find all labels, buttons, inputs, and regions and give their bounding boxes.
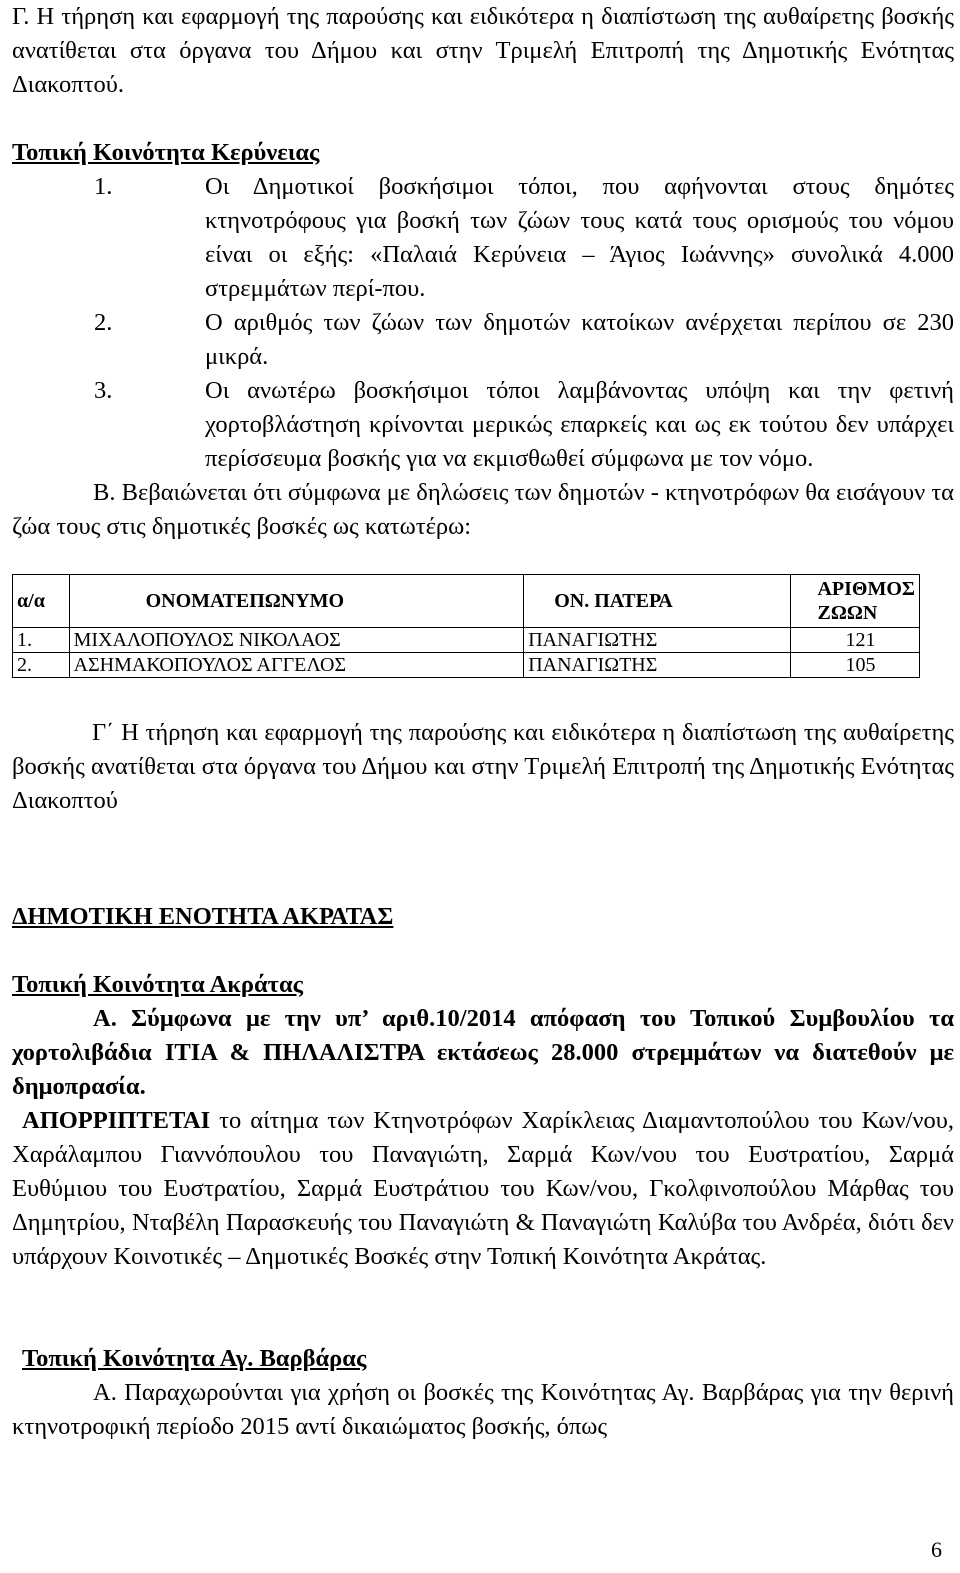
cell-aa: 1. <box>13 628 70 653</box>
kerynia-item-2 <box>94 306 954 374</box>
item-text: Οι ανωτέρω βοσκήσιμοι τόποι λαμβάνοντας υπόψη και την φετινή χορτοβλάστηση κρίνονται μερικώς επαρκείς και ως εκ τούτου δεν υπάρχει περίσσευμα βοσκής για να εκμισθωθεί σύμφωνα με τον νόμο. <box>205 377 954 472</box>
cell-name: ΑΣΗΜΑΚΟΠΟΥΛΟΣ ΑΓΓΕΛΟΣ <box>69 653 524 678</box>
table-row <box>13 628 920 653</box>
paragraph-b: Β. Βεβαιώνεται ότι σύμφωνα με δηλώσεις των δημοτών - κτηνοτρόφων θα εισάγουν τα ζώα τους στις δημοτικές βοσκές ως κατωτέρω: <box>12 479 954 540</box>
intro-paragraph: Γ. Η τήρηση και εφαρμογή της παρούσης και ειδικότερα η διαπίστωση της αυθαίρετης βοσκής ανατίθεται στα όργανα του Δήμου και στην Τριμελή Επιτροπή της Δημοτικής Ενότητας Διακοπτού. <box>12 3 954 98</box>
akrata-paragraph-a: Α. Σύμφωνα με την υπ’ αριθ.10/2014 απόφαση του Τοπικού Συμβουλίου τα χορτολιβάδια ΙΤΙΑ & ΠΗΛΑΛΙΣΤΡΑ εκτάσεως 28.000 στρεμμάτων να διατεθούν με δημοπρασία. <box>12 1005 954 1100</box>
header-name: ΟΝΟΜΑΤΕΠΩΝΥΜΟ <box>69 575 524 628</box>
item-number: 3. <box>94 377 113 404</box>
header-father: ΟΝ. ΠΑΤΕΡΑ <box>524 575 791 628</box>
table-row <box>13 653 920 678</box>
akrata-rejection-paragraph <box>12 1104 954 1274</box>
item-text: Ο αριθμός των ζώων των δημοτών κατοίκων ανέρχεται περίπου σε 230 μικρά. <box>205 309 954 370</box>
livestock-table <box>12 574 920 678</box>
akrata-heading: Τοπική Κοινότητα Ακράτας <box>12 971 303 998</box>
varvara-heading: Τοπική Κοινότητα Αγ. Βαρβάρας <box>22 1345 367 1372</box>
paragraph-c: Γ΄ Η τήρηση και εφαρμογή της παρούσης και ειδικότερα η διαπίστωση της αυθαίρετης βοσκής ανατίθεται στα όργανα του Δήμου και στην Τριμελή Επιτροπή της Δημοτικής Ενότητας Διακοπτού <box>12 719 954 814</box>
cell-name: ΜΙΧΑΛΟΠΟΥΛΟΣ ΝΙΚΟΛΑΟΣ <box>69 628 524 653</box>
rejected-text: το αίτημα των Κτηνοτρόφων Χαρίκλειας Διαμαντοπούλου του Κων/νου, Χαράλαμπου Γιαννόπουλου του Παναγιώτη, Σαρμά Κων/νου του Ευστρατίου, Σαρμά Ευθύμιου του Ευστρατίου, Σαρμά Ευστράτιου του Κων/νου, Γκολφινοπούλου Μάρθας του Δημητρίου, Νταβέλη Παρασκευής του Παναγιώτη & Παναγιώτη Καλύβα του Ανδρέα, διότι δεν υπάρχουν Κοινοτικές – Δημοτικές Βοσκές στην Τοπική Κοινότητα Ακράτας. <box>12 1107 955 1270</box>
kerynia-heading: Τοπική Κοινότητα Κερύνειας <box>12 139 320 166</box>
header-aa: α/α <box>13 575 70 628</box>
kerynia-item-3 <box>94 374 954 476</box>
kerynia-item-1 <box>94 170 954 306</box>
cell-father: ΠΑΝΑΓΙΩΤΗΣ <box>524 653 791 678</box>
varvara-paragraph-a: Α. Παραχωρούνται για χρήση οι βοσκές της Κοινότητας Αγ. Βαρβάρας για την θερινή κτηνοτροφική περίοδο 2015 αντί δικαιώματος βοσκής, όπως <box>12 1379 954 1440</box>
rejected-label: ΑΠΟΡΡΙΠΤΕΤΑΙ <box>22 1107 211 1134</box>
item-text: Οι Δημοτικοί βοσκήσιμοι τόποι, που αφήνονται στους δημότες κτηνοτρόφους για βοσκή των ζώων τους κατά τους ορισμούς του νόμου είναι οι εξής: «Παλαιά Κερύνεια – Άγιος Ιωάννης» συνολικά 4.000 στρεμμάτων περί-που. <box>205 173 954 302</box>
akrata-section-heading: ΔΗΜΟΤΙΚΗ ΕΝΟΤΗΤΑ ΑΚΡΑΤΑΣ <box>12 903 394 930</box>
cell-aa: 2. <box>13 653 70 678</box>
cell-animals: 121 <box>791 628 920 653</box>
table-header-row <box>13 575 920 628</box>
item-number: 2. <box>94 309 113 336</box>
cell-animals: 105 <box>791 653 920 678</box>
cell-father: ΠΑΝΑΓΙΩΤΗΣ <box>524 628 791 653</box>
item-number: 1. <box>94 173 113 200</box>
header-animals: ΑΡΙΘΜΟΣ ΖΩΩΝ <box>791 575 920 628</box>
document-page <box>12 0 954 1444</box>
page-number: 6 <box>931 1537 942 1562</box>
